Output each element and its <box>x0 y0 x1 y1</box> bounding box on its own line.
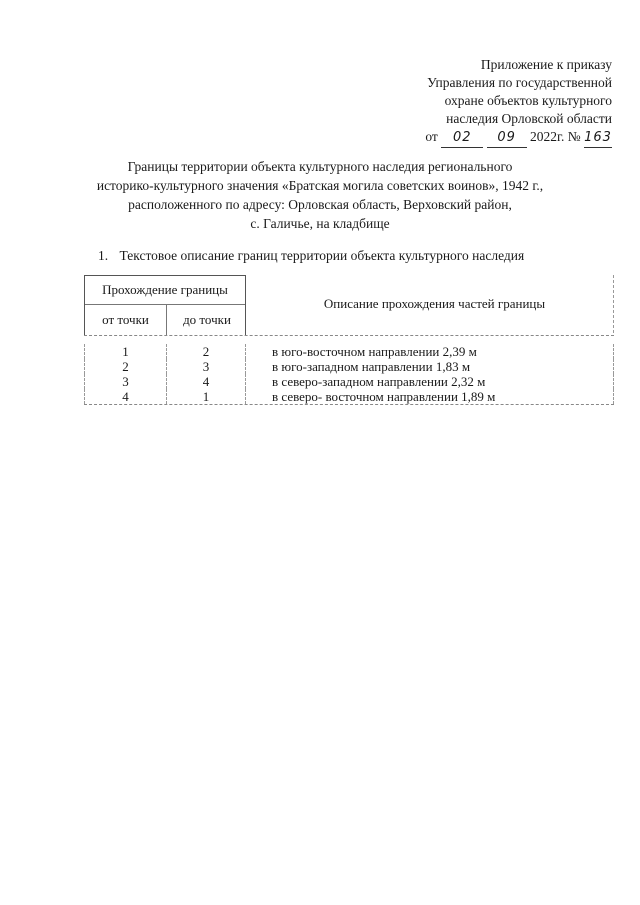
title-line: историко-культурного значения «Братская могила советских воинов», 1942 г., <box>96 178 544 193</box>
section-heading-text: Текстовое описание границ территории объекта культурного наследия <box>119 248 525 263</box>
header-subcolumns <box>85 305 245 335</box>
cell-from: 3 <box>84 374 166 389</box>
table-row <box>84 389 614 404</box>
title-line: Границы территории объекта культурного наследия регионального <box>127 159 513 174</box>
table-row <box>84 359 614 374</box>
cell-from: 2 <box>84 359 166 374</box>
cell-to: 1 <box>166 389 246 404</box>
table-row <box>84 374 614 389</box>
appendix-block <box>352 56 612 148</box>
table-header <box>84 275 614 335</box>
title-line: с. Галичье, на кладбище <box>250 216 390 231</box>
table-body <box>84 335 614 405</box>
order-prefix: от <box>425 129 438 144</box>
title-line: расположенного по адресу: Орловская область, Верховский район, <box>128 197 512 212</box>
order-date-line <box>352 128 612 148</box>
header-description: Описание прохождения частей границы <box>246 275 614 333</box>
order-year-text: 2022г. № <box>529 129 581 144</box>
header-from-point: от точки <box>85 305 167 335</box>
order-number-handwritten: 163 <box>584 129 612 148</box>
cell-to: 4 <box>166 374 246 389</box>
section-number: 1. <box>98 248 109 263</box>
cell-description: в юго-западном направлении 1,83 м <box>246 359 614 374</box>
cell-from: 1 <box>84 344 166 359</box>
appendix-line: наследия Орловской области <box>446 111 612 126</box>
cell-description: в северо- восточном направлении 1,89 м <box>246 389 614 404</box>
appendix-line: Приложение к приказу <box>480 57 612 72</box>
section-heading <box>98 248 524 264</box>
cell-description: в северо-западном направлении 2,32 м <box>246 374 614 389</box>
table-row <box>84 344 614 359</box>
cell-description: в юго-восточном направлении 2,39 м <box>246 344 614 359</box>
header-to-point: до точки <box>183 312 231 327</box>
header-group <box>84 275 246 335</box>
document-title <box>60 157 580 233</box>
cell-from: 4 <box>84 389 166 404</box>
cell-to: 3 <box>166 359 246 374</box>
appendix-line: Управления по государственной <box>427 75 612 90</box>
header-group-title: Прохождение границы <box>85 276 245 305</box>
order-day-handwritten: 02 <box>441 129 483 148</box>
cell-to: 2 <box>166 344 246 359</box>
order-month-handwritten: 09 <box>487 129 527 148</box>
boundary-table <box>84 275 614 405</box>
appendix-line: охране объектов культурного <box>444 93 612 108</box>
